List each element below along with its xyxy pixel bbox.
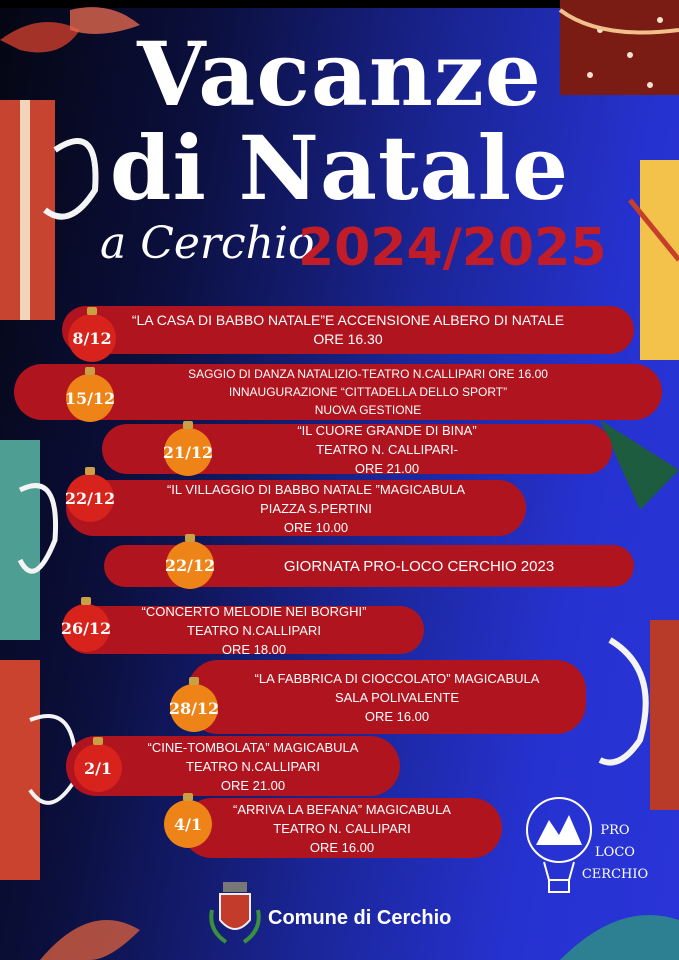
event-pill-6 <box>64 603 424 657</box>
event-pill-1 <box>62 306 634 354</box>
event-line: NUOVA GESTIONE <box>314 403 422 417</box>
title-line-2: di Natale <box>109 116 570 220</box>
year: 2024/2025 <box>298 218 607 278</box>
date-ornament-6: 26/12 <box>62 604 110 652</box>
event-line: ORE 10.00 <box>283 519 349 535</box>
event-line: “IL CUORE GRANDE DI BINA” <box>297 422 477 438</box>
proloco-line: LOCO <box>595 845 635 860</box>
proloco-logo-text <box>580 820 650 886</box>
date-ornament-5: 22/12 <box>166 541 214 589</box>
event-line: TEATRO N.CALLIPARI <box>187 622 321 638</box>
date-ornament-1: 8/12 <box>68 314 116 362</box>
event-line: ORE 16.00 <box>309 839 375 855</box>
date-ornament-9: 4/1 <box>164 800 212 848</box>
event-line: TEATRO N.CALLIPARI <box>186 758 320 774</box>
event-line: “LA FABBRICA DI CIOCCOLATO” MAGICABULA <box>254 670 540 686</box>
event-line: “IL VILLAGGIO DI BABBO NATALE ”MAGICABULA <box>166 481 466 497</box>
event-line: TEATRO N. CALLIPARI <box>273 820 411 836</box>
event-pill-4 <box>66 480 526 536</box>
event-line: ORE 21.00 <box>354 460 420 476</box>
event-line: “CINE-TOMBOLATA” MAGICABULA <box>147 739 359 755</box>
date-ornament-2: 15/12 <box>66 374 114 422</box>
event-line: GIORNATA PRO-LOCO CERCHIO 2023 <box>283 557 555 575</box>
date-ornament-4: 22/12 <box>66 474 114 522</box>
event-line: TEATRO N. CALLIPARI- <box>316 441 458 457</box>
event-line: ORE 16.30 <box>313 331 383 347</box>
event-line: ORE 21.00 <box>220 777 286 793</box>
event-line: “CONCERTO MELODIE NEI BORGHI” <box>141 603 367 619</box>
title-line-1: Vacanze <box>137 22 542 126</box>
comune-crest-icon <box>206 880 264 950</box>
footer-comune: Comune di Cerchio <box>268 907 452 929</box>
event-line: SALA POLIVALENTE <box>334 689 460 705</box>
event-line: ORE 16.00 <box>364 708 430 724</box>
event-line: INNAUGURAZIONE “CITTADELLA DELLO SPORT” <box>228 385 508 399</box>
event-line: PIAZZA S.PERTINI <box>260 500 372 516</box>
date-ornament-8: 2/1 <box>74 744 122 792</box>
event-pill-9 <box>182 798 502 858</box>
event-line: SAGGIO DI DANZA NATALIZIO-TEATRO N.CALLIPARI ORE 16.00 <box>188 367 548 381</box>
subtitle: a Cerchio <box>100 218 315 269</box>
proloco-line: CERCHIO <box>581 867 649 882</box>
event-line: ORE 18.00 <box>221 641 287 657</box>
event-line: “ARRIVA LA BEFANA” MAGICABULA <box>233 801 451 817</box>
proloco-line: PRO <box>600 823 630 838</box>
date-ornament-7: 28/12 <box>170 684 218 732</box>
date-ornament-3: 21/12 <box>164 428 212 476</box>
event-line: “LA CASA DI BABBO NATALE”E ACCENSIONE ALBERO DI NATALE <box>131 312 565 328</box>
event-pill-7 <box>188 660 586 734</box>
